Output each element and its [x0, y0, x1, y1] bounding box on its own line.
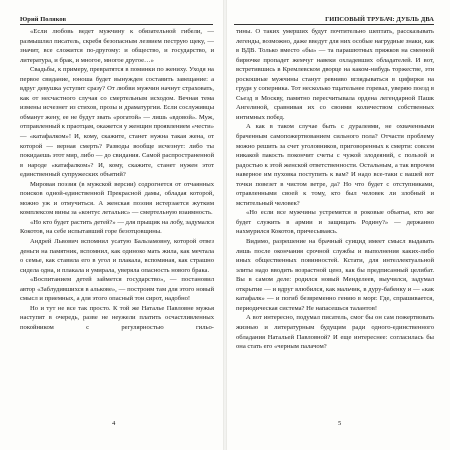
- paragraph: Мировая поэзия (в мужской версии) содрогнется от отчаянных поисков одной-единственной Прекрасной дамы, обладая которой, можно уж и отмучиться. А женская поэзия истерзается жутким комплексом вины за «контус летальис» — смертельную взаимность.: [20, 180, 214, 217]
- paragraph: «Если любовь ведет мужчину к обязательной гибели, — размышлял писатель, скребя безопасным лезвием пеструю щеку, — значит, все сложится по-другому: и общество, и государство, и литература, и брак, и многое, многое другое…»: [20, 28, 214, 64]
- paragraph: «Воспитанием детей займется государство», — постановил автор «Заблудившихся в алькове», — построим там для этого новый смысл и приемных, а для этого опасный тон сирот, надобно!: [20, 276, 214, 303]
- left-page-body: [20, 27, 214, 333]
- paragraph: А вот интересно, подумал писатель, смог бы он сам пожертвовать жизнью и литературным будущим ради одного-единственного обладания Натальей Павловной? И еще интереснее: согласилась бы она стать его «черным палачом?: [236, 314, 434, 351]
- paragraph: Видимо, разрешение на брачный суицид имеет смысл выдавать лишь после окончания срочной службы и выполнения каких-либо иных общественных повинностей. Кстати, для интеллектуальной элиты надо вводить возрастной ценз, как бы предписанный целибат. Вы в самом деле: родился новый Менделеев, выучился, задумал открытие — и вдруг влюбился, как мальчик, в дуру-бабенку и — «как катафалк» — и погиб безвременно гению в морг. Где, спрашивается, периодическая система? Не напасешься талантов!: [236, 238, 434, 312]
- page-number: 5: [338, 420, 342, 427]
- left-page: [0, 0, 224, 450]
- paragraph: «Но кто будет растить детей?» — для прыщик на лобу, задумался Кокотов, на себе испытавший горе безотцовщины.: [20, 218, 214, 236]
- paragraph: Андрей Львович вспомнил усатую Бальзамовну, которой отвез деньги на памятник, вспомнил, как одиноко мать жила, как мечтала о семье, как ставила его в угол и плакала, вспоминая, как страшно сидела одна, и плакала и умирала, уверяла опасность нового брака.: [20, 238, 214, 274]
- right-page: [226, 0, 450, 450]
- right-page-body: [236, 27, 434, 352]
- paragraph: А как в таком случае быть с дуралеями, не охваченными браченным самопожертвованием сильного пола? Отчасти проблему можно решить за счет уголовников, приговоренных к смерти: совсем никакой пакость покончит счеты с чужой злодеяний, с пользой и радостью к этой женской ответственности. Остальным, а так впрочем наверное им пуховка поступить к вам? И надо все-таки с вашей вот точки повезет в чистом ветре, да? Но что будет с отступниками, отравленными своей к тому, кто был человек ли злобный и мстительный человек?: [236, 123, 434, 207]
- paragraph: тины. О таких умерших будут почтительно шептать, рассказывать легенды, возможно, даже введут для них особые нагрудные знаки, как в ВДВ. Только вместо «бы» — та парашютных пряжков на сменной бирючке пропадет жемчуг навеки охладевших обладателей. И вот, встретившись в Кремлевском дворце на каком-нибудь торжестве, эти роскошные мужчины станут ревниво вглядываться в цифирки на груди у соперника. Тот несколько тщательнее горевал, уверяю поезд в Сьезд в Москву, памятно пересчитывала ордена легендарной Пашк Ангелиной, сравнивая их со своими количеством собственных интимных побед.: [236, 28, 434, 121]
- paragraph: Свадьбы, к примеру, превратятся в поминки по жениху. Уходя на первое свидание, юноша будет вынужден составить завещание: а вдруг девушка уступит сразу? От любви мужчин начнут страховать, как от несчастного случая со смертельным исходом. Вечная тема измены исчезнет из стихов, прозы и драматургии. Если сослуживцы обманут жену, ее не будут звать «рогатой» — лишь «вдовой». Муж, отправленный к праотцам, окажется у женщин проявлением «чести» — «катафалком»! И, кому, скажите, станет нужна такая жена, от которой — верная смерть? Разводы вообще исчезнут: либо ты покидаешь этот мир, либо — до свидания. Самой распространенной в народе «катафалком»? И, кому, скажите, станет нужен этот единственный супружеских объятий?: [20, 66, 214, 179]
- paragraph: «Но если все мужчины устремятся в роковые объятья, кто же будет служить в армии и защищать Родину?» — держанно нахмурился Кокотов, причесываясь.: [236, 209, 434, 236]
- page-number: 4: [112, 420, 116, 427]
- paragraph: Но и тут не все так просто. К той же Наталье Павловне мужья наступят в очередь, разве не неужели платить осчастливленных покойником с регулярностью гильо-: [20, 304, 214, 331]
- header-rule: [20, 24, 213, 25]
- header-rule: [234, 24, 434, 25]
- running-head-title: ГИПСОВЫЙ ТРУБАЧ: ДУБЛЬ ДВА: [325, 16, 434, 23]
- running-head-author: Юрий Поляков: [20, 16, 67, 23]
